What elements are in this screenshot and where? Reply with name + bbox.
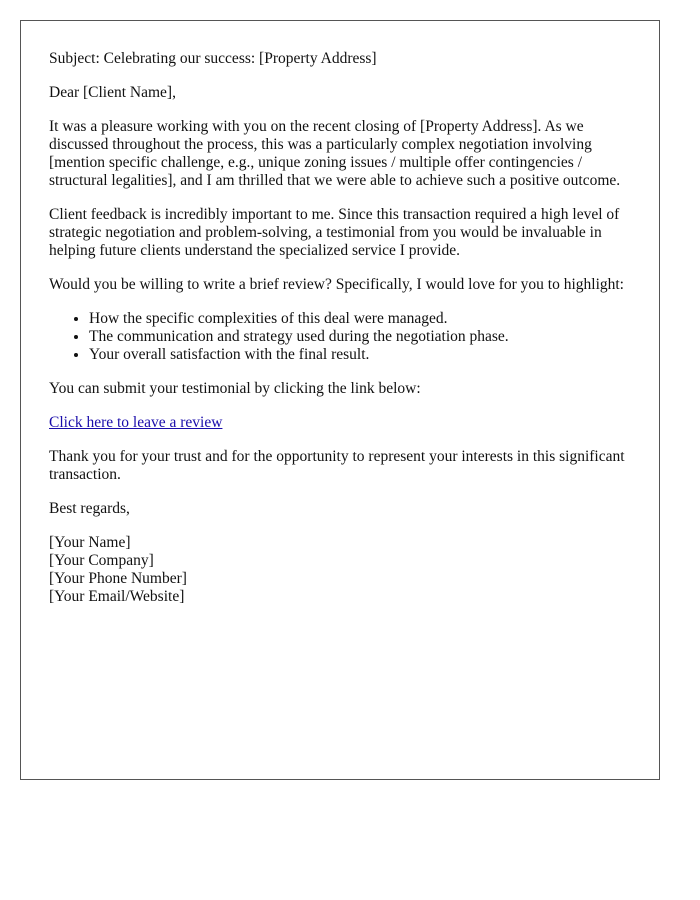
highlights-list (49, 310, 631, 364)
closing-paragraph: Thank you for your trust and for the opportunity to represent your interests in this significant transaction. (49, 448, 625, 483)
signature-email-website: [Your Email/Website] (49, 588, 185, 605)
sign-off: Best regards, (49, 500, 130, 517)
list-item: • The communication and strategy used during the negotiation phase. (89, 328, 631, 346)
body-paragraph-request: Would you be willing to write a brief review? Specifically, I would love for you to highlight: (49, 276, 624, 293)
submit-instruction: You can submit your testimonial by clicking the link below: (49, 380, 421, 397)
body-paragraph-intro: It was a pleasure working with you on the recent closing of [Property Address]. As we discussed throughout the process, this was a particularly complex negotiation involving [mention specific challenge, e.g., unique zoning issues / multiple offer contingencies / structural legalities], and I am thrilled that we were able to achieve such a positive outcome. (49, 118, 621, 189)
review-link-wrapper (49, 414, 631, 432)
signature-name: [Your Name] (49, 534, 131, 551)
list-item: • How the specific complexities of this deal were managed. (89, 310, 631, 328)
letter-container (20, 20, 660, 780)
signature-company: [Your Company] (49, 552, 154, 569)
body-paragraph-feedback: Client feedback is incredibly important to me. Since this transaction required a high level of strategic negotiation and problem-solving, a testimonial from you would be invaluable in helping future clients understand the specialized service I provide. (49, 206, 620, 259)
salutation: Dear [Client Name], (49, 84, 176, 101)
signature-phone: [Your Phone Number] (49, 570, 187, 587)
signature-block (49, 534, 631, 606)
list-item: • Your overall satisfaction with the final result. (89, 346, 631, 364)
email-subject: Subject: Celebrating our success: [Property Address] (49, 50, 377, 67)
leave-review-link[interactable]: Click here to leave a review (49, 414, 223, 431)
